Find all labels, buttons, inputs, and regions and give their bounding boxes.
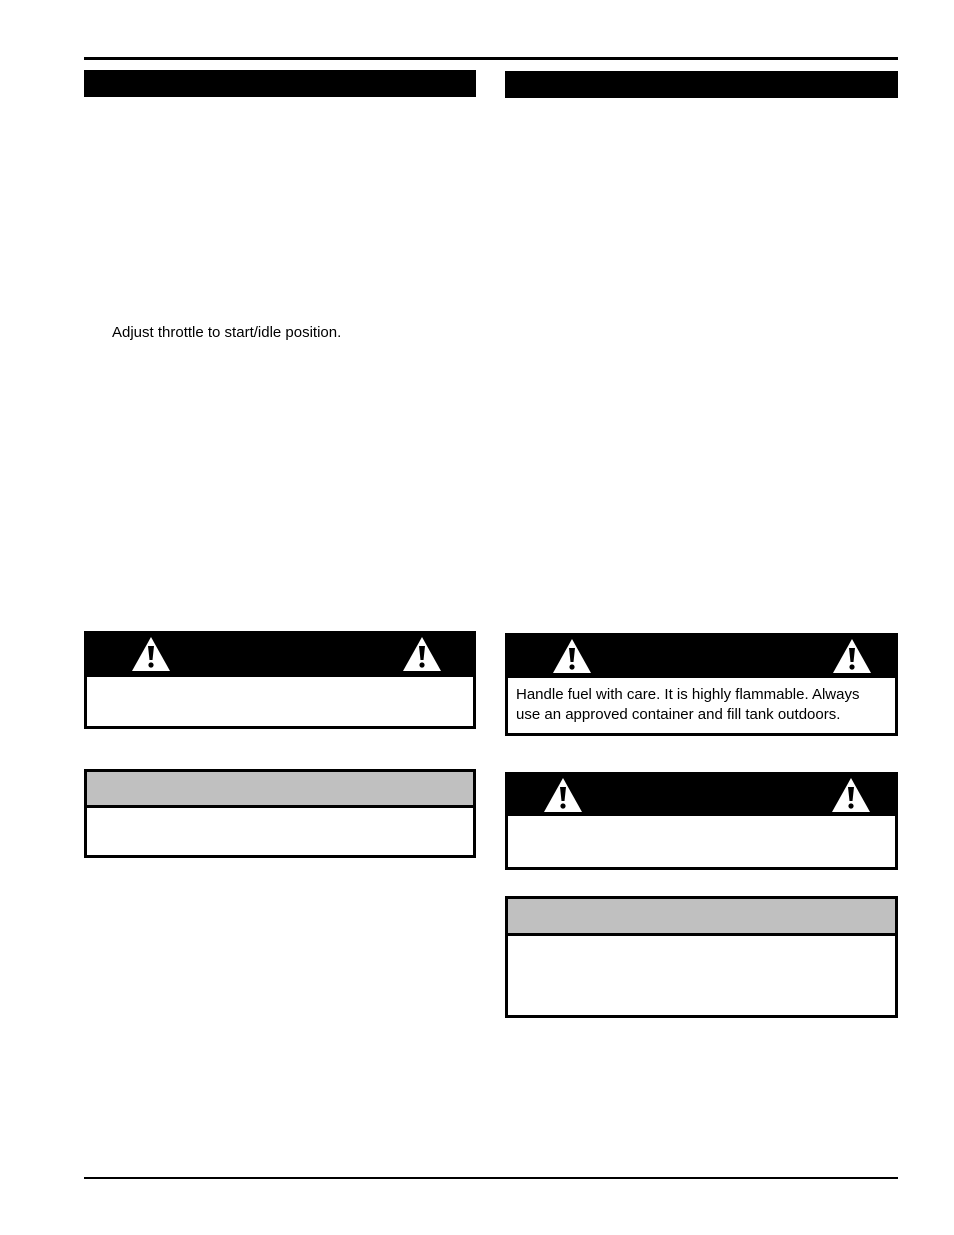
left-warning-header — [87, 634, 473, 677]
right-note-header — [508, 899, 895, 936]
warning-triangle-icon — [543, 777, 583, 813]
left-warning-box — [84, 631, 476, 729]
step-adjust-throttle: Adjust throttle to start/idle position. — [112, 324, 342, 341]
left-note-body — [87, 808, 473, 815]
right-section-header-bar — [505, 71, 898, 98]
top-rule — [84, 57, 898, 60]
warning-triangle-icon — [552, 638, 592, 674]
left-warning-body — [87, 677, 473, 684]
right-warning-box — [505, 772, 898, 870]
warning-triangle-icon — [402, 636, 442, 672]
warning-triangle-icon — [832, 638, 872, 674]
left-note-header — [87, 772, 473, 808]
left-note-box — [84, 769, 476, 858]
fuel-warning-text: Handle fuel with care. It is highly flammable. Always use an approved container and fill tank outdoors. — [516, 686, 860, 723]
right-note-box — [505, 896, 898, 1018]
right-warning-header — [508, 775, 895, 816]
warning-triangle-icon — [131, 636, 171, 672]
bottom-rule — [84, 1177, 898, 1179]
right-warning-body — [508, 816, 895, 823]
fuel-warning-header — [508, 636, 895, 678]
left-section-header-bar — [84, 70, 476, 97]
warning-triangle-icon — [831, 777, 871, 813]
fuel-warning-box — [505, 633, 898, 736]
right-note-body — [508, 936, 895, 943]
